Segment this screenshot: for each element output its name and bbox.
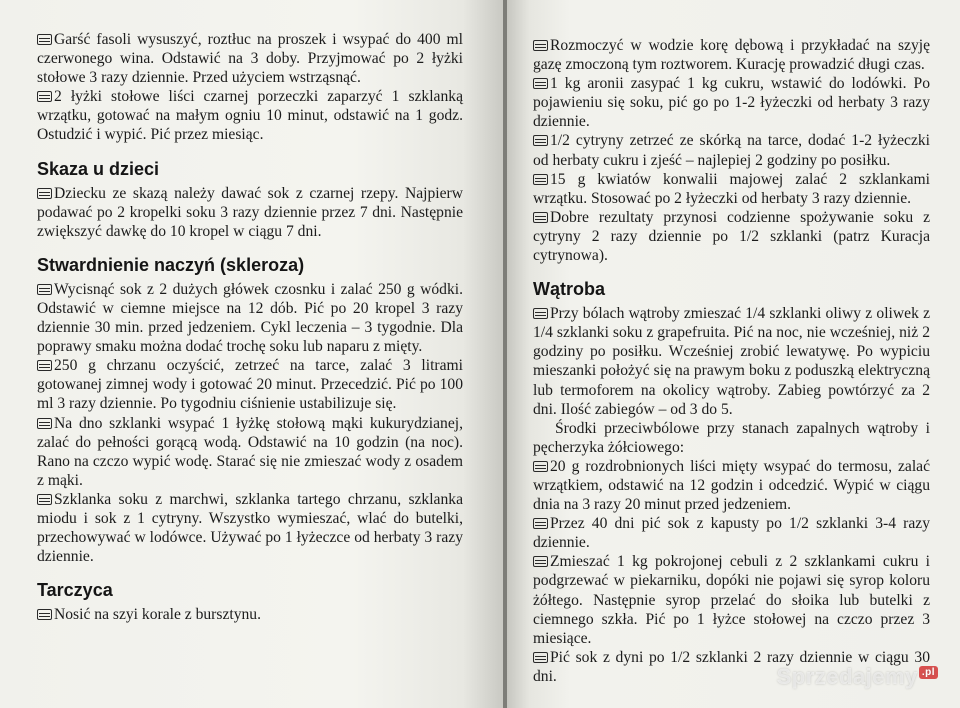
watermark-logo: Sprzedajemy .pl (777, 664, 938, 690)
recipe-box-icon (37, 494, 52, 505)
recipe-box-icon (37, 360, 52, 371)
recipe-paragraph: Garść fasoli wysuszyć, roztłuc na proszek i wsypać do 400 ml czerwonego wina. Odstawić na 3 doby. Przyjmować po 2 łyżki stołowe 3 razy dziennie. Przed użyciem wstrząsnąć. (37, 31, 463, 87)
section-heading-skleroza: Stwardnienie naczyń (skleroza) (37, 254, 305, 275)
recipe-paragraph: Dobre rezultaty przynosi codzienne spożywanie soku z cytryny 2 razy dziennie po 1/2 szklanki (patrz Kuracja cytrynowa). (533, 208, 930, 265)
recipe-box-icon (533, 174, 548, 185)
recipe-paragraph: Na dno szklanki wsypać 1 łyżkę stołową mąki kukurydzianej, zalać do pełności gorącą wodą. Odstawić na 10 godzin (na noc). Rano na czczo wypić wodę. Starać się nie zmieszać wody z osadem z mąki. (37, 414, 463, 489)
recipe-box-icon (37, 188, 52, 199)
recipe-box-icon (533, 518, 548, 529)
recipe-box-icon (37, 34, 52, 45)
recipe-paragraph: Nosić na szyi korale z bursztynu. (37, 605, 463, 624)
recipe-paragraph: 1 kg aronii zasypać 1 kg cukru, wstawić do lodówki. Po pojawieniu się soku, pić go po 1-2 łyżeczki od herbaty 3 razy dziennie. (533, 75, 930, 131)
recipe-paragraph: 1/2 cytryny zetrzeć ze skórką na tarce, dodać 1-2 łyżeczki od herbaty cukru i zjeść – najlepiej 2 godziny po posiłku. (533, 132, 930, 169)
recipe-paragraph: 20 g rozdrobnionych liści mięty wsypać do termosu, zalać wrzątkiem, odstawić na 12 godzin i odcedzić. Wypić w ciągu dnia na 3 razy 20 minut przed jedzeniem. (533, 457, 930, 514)
section-heading-watroba: Wątroba (533, 279, 605, 300)
recipe-paragraph: Pić sok z dyni po 1/2 szklanki 2 razy dziennie w ciągu 30 dni. (533, 648, 930, 685)
recipe-box-icon (37, 418, 52, 429)
recipe-box-icon (533, 212, 548, 223)
recipe-box-icon (533, 40, 548, 51)
section-heading-tarczyca: Tarczyca (37, 580, 113, 601)
recipe-box-icon (533, 556, 548, 567)
section-heading-skaza: Skaza u dzieci (37, 158, 160, 179)
recipe-paragraph: Wycisnąć sok z 2 dużych główek czosnku i zalać 250 g wódki. Odstawić w ciemne miejsce na 12 dób. Pić po 20 kropel 3 razy dziennie 30 min. przed jedzeniem. Cykl leczenia – 3 tygodnie. Dla poprawy smaku można dodać trochę soku lub naparu z mięty. (37, 280, 463, 356)
recipe-paragraph: Rozmoczyć w wodzie korę dębową i przykładać na szyję gazę zmoczoną tym roztworem. Kurację prowadzić długi czas. (533, 37, 930, 74)
recipe-paragraph: Przez 40 dni pić sok z kapusty po 1/2 szklanki 3-4 razy dziennie. (533, 515, 930, 552)
intro-paragraph: Środki przeciwbólowe przy stanach zapalnych wątroby i pęcherzyka żółciowego: (533, 419, 930, 456)
recipe-box-icon (37, 609, 52, 620)
recipe-box-icon (37, 91, 52, 102)
recipe-box-icon (37, 284, 52, 295)
recipe-paragraph: 250 g chrzanu oczyścić, zetrzeć na tarce, zalać 3 litrami gotowanej zimnej wody i gotować 20 minut. Przecedzić. Pić po 100 ml 3 razy dziennie. Po tygodniu ciśnienie ustabilizuje się. (37, 357, 463, 413)
recipe-paragraph: Przy bólach wątroby zmieszać 1/4 szklanki oliwy z oliwek z 1/4 szklanki soku z grapefruita. Pić na noc, nie wcześniej, niż 2 godziny po posiłku. Wcześniej zrobić lewatywę. Po wypiciu mieszanki położyć się na prawym boku z poduszką elektryczną lub termoforem na okolicy wątroby. Zabieg powtórzyć za 2 dni. Ilość zabiegów – od 3 do 5. (533, 305, 930, 418)
recipe-box-icon (533, 461, 548, 472)
recipe-paragraph: 2 łyżki stołowe liści czarnej porzeczki zaparzyć 1 szklanką wrzątku, gotować na małym ogniu 10 minut, odstawić na 1 godz. Ostudzić i wypić. Pić przez miesiąc. (37, 88, 463, 144)
recipe-box-icon (533, 308, 548, 319)
recipe-box-icon (533, 135, 548, 146)
recipe-paragraph: Zmieszać 1 kg pokrojonej cebuli z 2 szklankami cukru i podgrzewać w piekarniku, dopóki nie pojawi się syrop koloru żółtego. Następnie syrop przelać do słoika lub butelki z ciemnego szkła. Pić po 1 łyżce stołowej na czczo przez 3 miesiące. (533, 553, 930, 647)
right-page (507, 0, 960, 708)
recipe-box-icon (533, 78, 548, 89)
recipe-paragraph: 15 g kwiatów konwalii majowej zalać 2 szklankami wrzątku. Stosować po 2 łyżeczki od herbaty 3 razy dziennie. (533, 170, 930, 207)
recipe-box-icon (533, 652, 548, 663)
recipe-paragraph: Dziecku ze skazą należy dawać sok z czarnej rzepy. Najpierw podawać po 2 kropelki soku 3 razy dziennie przez 7 dni. Następnie zwiększyć dawkę do 10 kropel w ciągu 7 dni. (37, 184, 463, 240)
recipe-paragraph: Szklanka soku z marchwi, szklanka tartego chrzanu, szklanka miodu i sok z 1 cytryny. Wszystko wymieszać, wlać do butelki, przechowywać w lodówce. Używać po 1 łyżeczce od herbaty 3 razy dziennie. (37, 490, 463, 566)
